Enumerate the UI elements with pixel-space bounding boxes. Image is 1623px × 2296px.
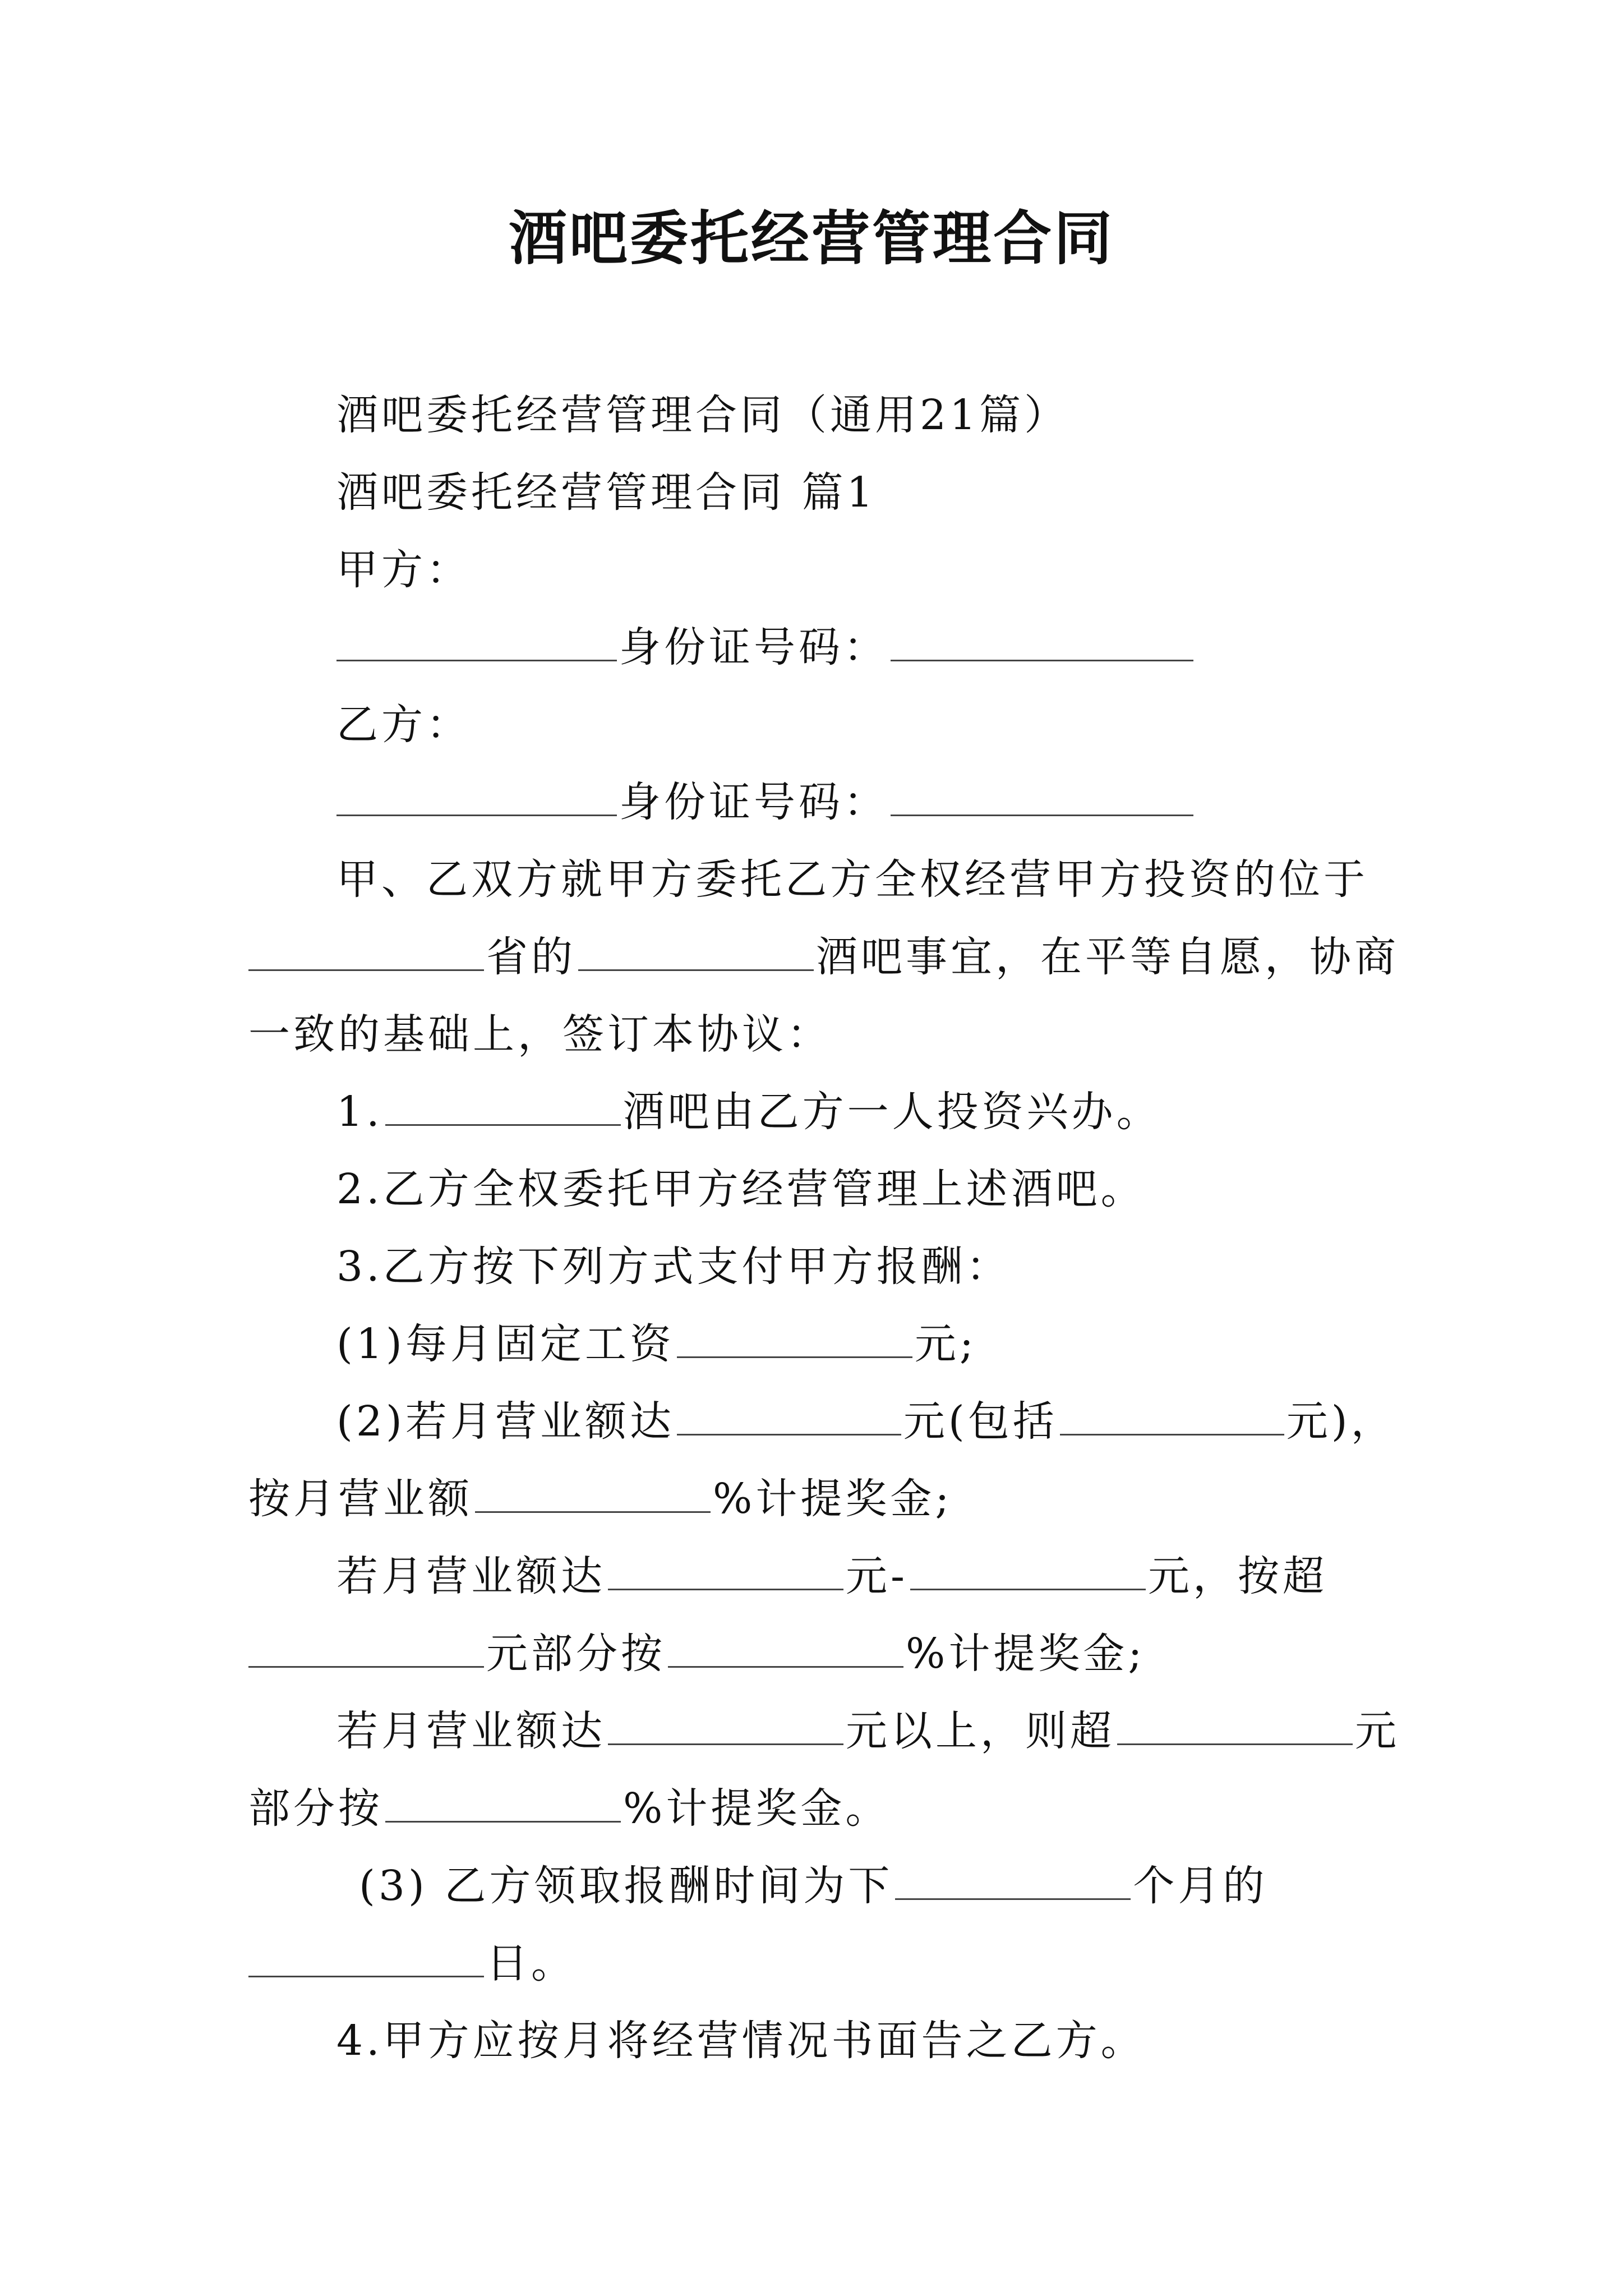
- sub-2-line-2-suffix: %计提奖金;: [713, 1475, 953, 1523]
- sub-item-3: [359, 1858, 1424, 1914]
- sub-2c-line-2-prefix: 部分按: [248, 1784, 383, 1833]
- sub-item-2b: [336, 1548, 1402, 1604]
- party-b-label: 乙方：: [336, 701, 471, 749]
- blank-province[interactable]: [248, 930, 484, 971]
- blank-revenue-low[interactable]: [608, 1549, 843, 1590]
- section-heading: 酒吧委托经营管理合同 篇1: [336, 468, 877, 517]
- item-1-number: 1.: [336, 1088, 383, 1136]
- blank-party-a-name[interactable]: [336, 620, 617, 661]
- item-4: 4.甲方应按月将经营情况书面告之乙方。: [336, 2017, 1146, 2065]
- sub-3-prefix: (3) 乙方领取报酬时间为下: [359, 1862, 893, 1910]
- blank-party-b-name[interactable]: [336, 775, 617, 816]
- sub-2-suffix: 元)，: [1286, 1397, 1396, 1446]
- intro-province-text: 省的: [486, 933, 576, 981]
- item-1-text: 酒吧由乙方一人投资兴办。: [623, 1088, 1161, 1136]
- sub-2c-prefix: 若月营业额达: [336, 1707, 606, 1755]
- item-3: 3.乙方按下列方式支付甲方报酬：: [336, 1243, 1011, 1291]
- blank-revenue-1[interactable]: [677, 1395, 901, 1435]
- sub-2b-mid: 元-: [846, 1552, 909, 1600]
- intro-line-3: 一致的基础上，签订本协议：: [248, 1010, 832, 1059]
- party-a-id-line: [336, 619, 1402, 675]
- blank-revenue-over[interactable]: [608, 1704, 843, 1745]
- blank-party-a-id[interactable]: [891, 620, 1193, 661]
- sub-2b-line-2-mid: 元部分按: [486, 1630, 666, 1678]
- blank-party-b-id[interactable]: [891, 775, 1193, 816]
- document-title: 酒吧委托经营管理合同: [508, 204, 1114, 273]
- blank-bonus-rate-3[interactable]: [385, 1782, 621, 1823]
- sub-item-2: [336, 1393, 1402, 1450]
- blank-revenue-include[interactable]: [1060, 1395, 1284, 1435]
- sub-2-prefix: (2)若月营业额达: [336, 1397, 675, 1446]
- intro-line-1: 甲、乙双方就甲方委托乙方全权经营甲方投资的位于: [336, 855, 1368, 904]
- blank-excess-2[interactable]: [1117, 1704, 1353, 1745]
- item-2: 2.乙方全权委托甲方经营管理上述酒吧。: [336, 1165, 1146, 1213]
- sub-2c-mid: 元以上，则超: [846, 1707, 1115, 1755]
- sub-item-1: [336, 1316, 1402, 1372]
- sub-item-2c: [336, 1703, 1402, 1759]
- sub-2b-suffix: 元，按超: [1148, 1552, 1328, 1600]
- blank-payment-day[interactable]: [248, 1936, 484, 1977]
- blank-revenue-high[interactable]: [910, 1549, 1146, 1590]
- sub-2-line-2-prefix: 按月营业额: [248, 1475, 473, 1523]
- sub-2c-suffix: 元: [1355, 1707, 1400, 1755]
- sub-item-2b-line-2: [248, 1626, 1393, 1682]
- blank-item-1[interactable]: [385, 1085, 621, 1126]
- item-1: [336, 1084, 1402, 1140]
- sub-1-prefix: (1)每月固定工资: [336, 1320, 675, 1368]
- blank-payment-month[interactable]: [895, 1859, 1131, 1900]
- party-a-label: 甲方：: [336, 546, 471, 594]
- id-label-2: 身份证号码：: [619, 778, 888, 826]
- sub-item-2c-line-2: [248, 1780, 1393, 1837]
- sub-2c-line-2-suffix: %计提奖金。: [623, 1784, 891, 1833]
- blank-bar-name[interactable]: [578, 930, 814, 971]
- blank-bonus-rate-2[interactable]: [668, 1627, 903, 1668]
- sub-3-suffix: 个月的: [1133, 1862, 1268, 1910]
- subtitle: 酒吧委托经营管理合同（通用21篇）: [336, 391, 1069, 439]
- sub-item-2-line-2: [248, 1471, 1393, 1527]
- sub-2b-prefix: 若月营业额达: [336, 1552, 606, 1600]
- blank-bonus-rate-1[interactable]: [475, 1472, 711, 1513]
- sub-1-suffix: 元;: [914, 1320, 977, 1368]
- blank-fixed-salary[interactable]: [677, 1317, 912, 1358]
- blank-excess-1[interactable]: [248, 1627, 484, 1668]
- party-b-id-line: [336, 774, 1402, 830]
- intro-bar-text: 酒吧事宜，在平等自愿，协商: [816, 933, 1399, 981]
- sub-item-3-line-2: [248, 1935, 1393, 1991]
- id-label-1: 身份证号码：: [619, 623, 888, 671]
- sub-2b-line-2-suffix: %计提奖金;: [906, 1630, 1146, 1678]
- sub-2-mid: 元(包括: [903, 1397, 1058, 1446]
- intro-line-2: [248, 929, 1399, 985]
- sub-3-line-2-suffix: 日。: [486, 1939, 576, 1987]
